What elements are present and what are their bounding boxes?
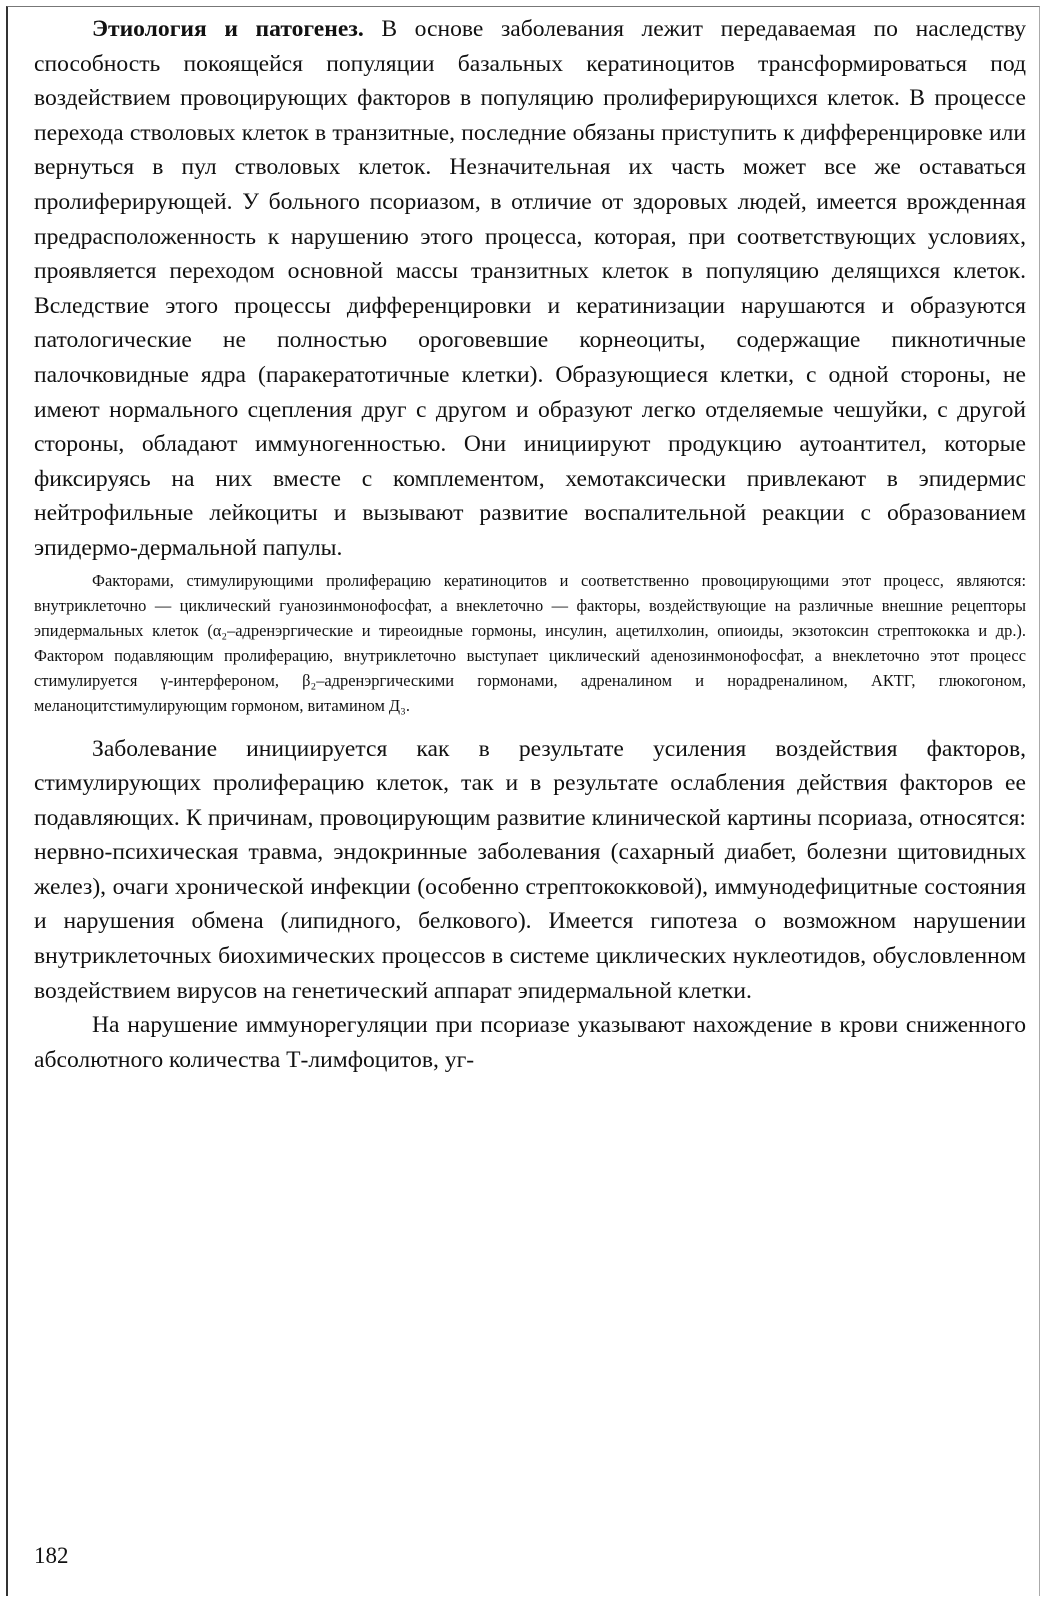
paragraph-factors-note: Факторами, стимулирующими пролиферацию кератиноцитов и соответственно провоцирующими этот процесс, являются: внутриклеточно — циклический гуанозинмонофосфат, а внеклеточно — факторы, воздействующие на различные внешние рецепторы эпидермальных клеток (α₂–адренэргические и тиреоидные гормоны, инсулин, ацетилхолин, опиоиды, экзотоксин стрептококка и др.). Фактором подавляющим пролиферацию, внутриклеточно выступает циклический аденозинмонофосфат, а внеклеточно этот процесс стимулируется γ-интерфероном, β₂–адренэргическими гормонами, адреналином и норадреналином, АКТГ, глюкогоном, меланоцитстимулирующим гормоном, витамином Д₃. (34, 570, 1026, 715)
paragraph-triggers: Заболевание инициируется как в результате усиления воздействия факторов, стимулирующих пролиферацию клеток, так и в результате ослабления действия факторов ее подавляющих. К причинам, провоцирующим развитие клинической картины псориаза, относятся: нервно-психическая травма, эндокринные заболевания (сахарный диабет, болезни щитовидных желез), очаги хронической инфекции (особенно стрептококковой), иммунодефицитные состояния и нарушения обмена (липидного, белкового). Имеется гипотеза о возможном нарушении внутриклеточных биохимических процессов в системе циклических нуклеотидов, обусловленном воздействием вирусов на генетический аппарат эпидермальной клетки. (34, 735, 1026, 1004)
paragraph-immunoregulation: На нарушение иммунорегуляции при псориазе указывают нахождение в крови сниженного абсолютного количества Т-лимфоцитов, уг- (34, 1012, 1026, 1073)
page-number: 182 (34, 1543, 69, 1568)
paragraph-etiology (34, 12, 1026, 566)
section-heading: Этиология и патогенез. (92, 16, 364, 42)
paragraph-etiology-text: В основе заболевания лежит передаваемая по наследству способность покоящейся популяции базальных кератиноцитов трансформироваться под воздействием провоцирующих факторов в популяцию пролиферирующихся клеток. В процессе перехода стволовых клеток в транзитные, последние обязаны приступить к дифференцировке или вернуться в пул стволовых клеток. Незначительная их часть может все же оставаться пролиферирующей. У больного псориазом, в отличие от здоровых людей, имеется врожденная предрасположенность к нарушению этого процесса, которая, при соответствующих условиях, проявляется переходом основной массы транзитных клеток в популяцию делящихся клеток. Вследствие этого процессы дифференцировки и кератинизации нарушаются и образуются патологические не полностью ороговевшие корнеоциты, содержащие пикнотичные палочковидные ядра (паракератотичные клетки). Образующиеся клетки, с одной стороны, не имеют нормального сцепления друг с другом и образуют легко отделяемые чешуйки, с другой стороны, обладают иммуногенностью. Они инициируют продукцию аутоантител, которые фиксируясь на них вместе с комплементом, хемотаксически привлекают в эпидермис нейтрофильные лейкоциты и вызывают развитие воспалительной реакции с образованием эпидермо-дермальной папулы. (34, 16, 1026, 561)
page-body (34, 12, 1026, 1077)
